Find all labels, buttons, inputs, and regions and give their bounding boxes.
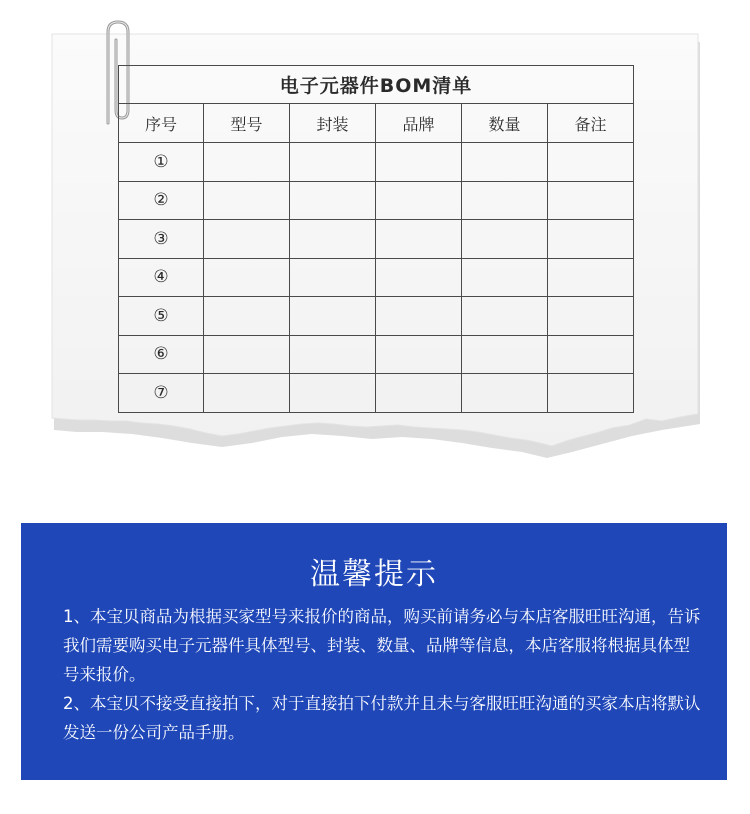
cell-model — [204, 220, 290, 259]
cell-remark — [548, 297, 634, 336]
row-index: ⑤ — [119, 297, 204, 336]
row-index: ⑥ — [119, 335, 204, 374]
cell-brand — [376, 220, 462, 259]
cell-brand — [376, 258, 462, 297]
row-index: ① — [119, 143, 204, 182]
cell-package — [290, 220, 376, 259]
cell-brand — [376, 297, 462, 336]
table-row — [119, 143, 634, 182]
cell-model — [204, 258, 290, 297]
table-row — [119, 181, 634, 220]
cell-package — [290, 297, 376, 336]
bom-title: 电子元器件BOM清单 — [119, 66, 634, 104]
cell-model — [204, 181, 290, 220]
cell-remark — [548, 335, 634, 374]
cell-package — [290, 374, 376, 413]
cell-model — [204, 297, 290, 336]
cell-model — [204, 143, 290, 182]
header-remark: 备注 — [548, 104, 634, 143]
row-index: ③ — [119, 220, 204, 259]
cell-quantity — [462, 335, 548, 374]
cell-brand — [376, 143, 462, 182]
header-package: 封装 — [290, 104, 376, 143]
cell-quantity — [462, 181, 548, 220]
notice-title: 温馨提示 — [310, 557, 438, 592]
notice-paragraph-2: 2、本宝贝不接受直接拍下，对于直接拍下付款并且未与客服旺旺沟通的买家本店将默认发送一份公司产品手册。 — [63, 694, 701, 742]
cell-remark — [548, 143, 634, 182]
row-index: ④ — [119, 258, 204, 297]
cell-package — [290, 335, 376, 374]
cell-remark — [548, 220, 634, 259]
cell-quantity — [462, 220, 548, 259]
table-row — [119, 335, 634, 374]
cell-model — [204, 335, 290, 374]
cell-remark — [548, 374, 634, 413]
cell-brand — [376, 335, 462, 374]
notice-panel — [21, 523, 727, 780]
cell-package — [290, 143, 376, 182]
notice-paragraph-1: 1、本宝贝商品为根据买家型号来报价的商品，购买前请务必与本店客服旺旺沟通，告诉我们需要购买电子元器件具体型号、封装、数量、品牌等信息，本店客服将根据具体型号来报价。 — [63, 607, 701, 684]
table-row — [119, 258, 634, 297]
cell-quantity — [462, 258, 548, 297]
cell-quantity — [462, 297, 548, 336]
header-model: 型号 — [204, 104, 290, 143]
table-row — [119, 297, 634, 336]
bom-header-row — [119, 104, 634, 143]
cell-remark — [548, 181, 634, 220]
cell-quantity — [462, 374, 548, 413]
cell-brand — [376, 181, 462, 220]
cell-quantity — [462, 143, 548, 182]
table-row — [119, 374, 634, 413]
cell-package — [290, 258, 376, 297]
row-index: ② — [119, 181, 204, 220]
header-index: 序号 — [119, 104, 204, 143]
cell-remark — [548, 258, 634, 297]
header-brand: 品牌 — [376, 104, 462, 143]
row-index: ⑦ — [119, 374, 204, 413]
cell-package — [290, 181, 376, 220]
header-quantity: 数量 — [462, 104, 548, 143]
bom-table — [118, 65, 634, 413]
table-row — [119, 220, 634, 259]
cell-model — [204, 374, 290, 413]
cell-brand — [376, 374, 462, 413]
